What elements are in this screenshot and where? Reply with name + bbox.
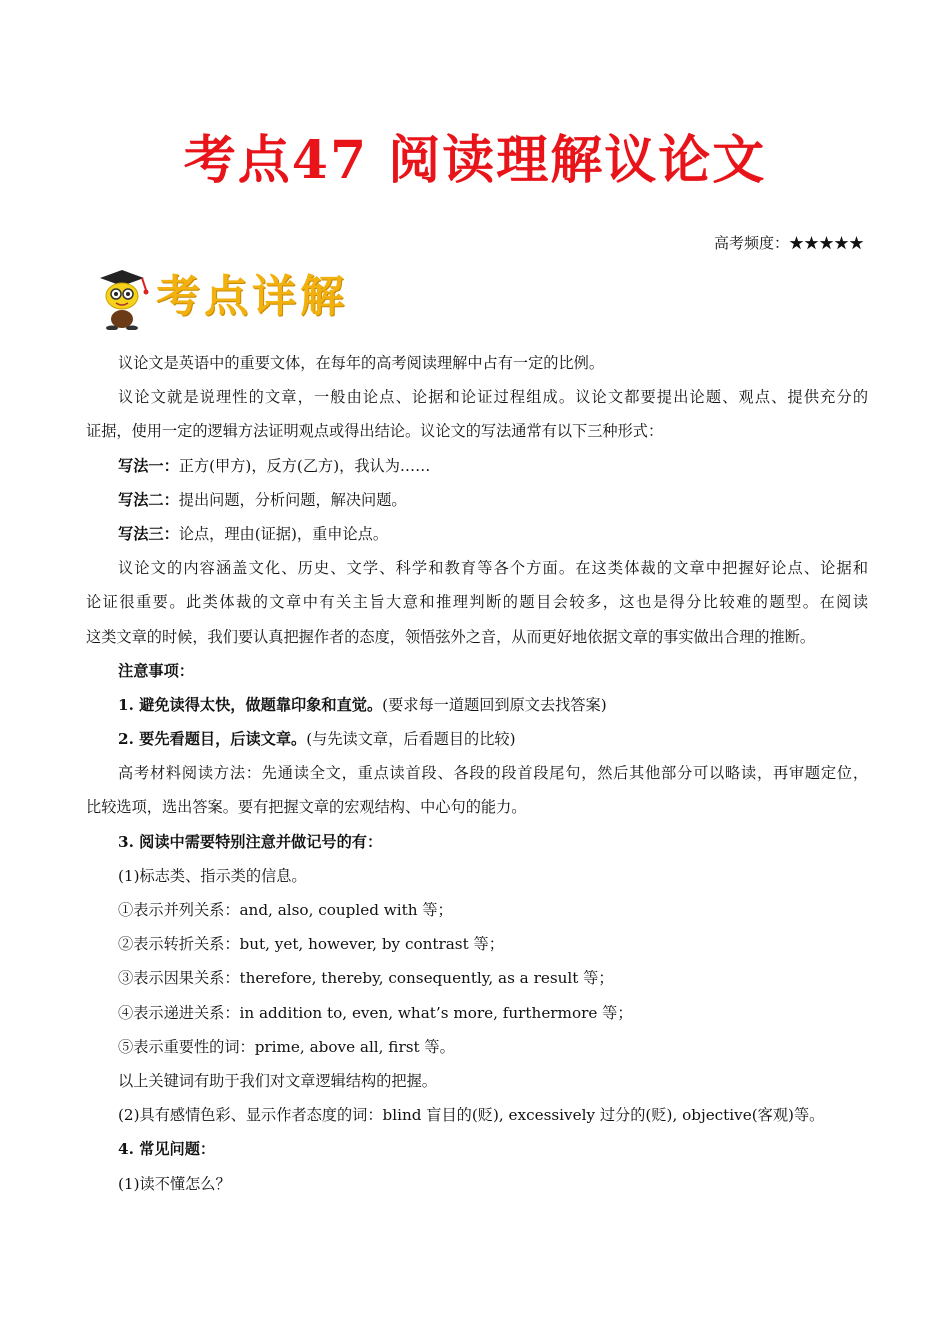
- list-item: ④表示递进关系：in addition to, even, what’s more, furthermore 等；: [118, 1003, 633, 1022]
- paragraph: 论证很重要。此类体裁的文章中有关主旨大意和推理判断的题目会较多，这也是得分比较难的题型。在阅读: [86, 593, 868, 612]
- tip-text: (与先读文章，后看题目的比较): [306, 730, 516, 749]
- graduate-mascot-icon: [92, 266, 152, 330]
- banner-title: 考点详解: [156, 271, 348, 322]
- list-item: (2)具有感情色彩、显示作者态度的词：blind 盲目的(贬), excessively 过分的(贬), objective(客观)等。: [118, 1106, 825, 1125]
- paragraph: 以上关键词有助于我们对文章逻辑结构的把握。: [118, 1071, 437, 1090]
- method-label: 写法二：: [118, 490, 179, 509]
- method-text: 正方(甲方)，反方(乙方)，我认为……: [178, 456, 431, 475]
- method-item: [86, 449, 868, 483]
- list-item: (1)标志类、指示类的信息。: [118, 866, 307, 885]
- list-item: ②表示转折关系：but, yet, however, by contrast 等；: [118, 935, 504, 954]
- list-item: (1)读不懂怎么？: [118, 1174, 231, 1193]
- paragraph: 高考材料阅读方法：先通读全文，重点读首段、各段的段首段尾句，然后其他部分可以略读，再审题定位，: [118, 764, 868, 783]
- tip-item: [86, 688, 868, 722]
- frequency-stars: ★★★★★: [788, 234, 864, 252]
- method-label: 写法一：: [118, 456, 179, 475]
- paragraph: 比较选项，选出答案。要有把握文章的宏观结构、中心句的能力。: [86, 798, 527, 817]
- method-text: 论点，理由(证据)，重申论点。: [178, 524, 389, 543]
- tip-label: 1. 避免读得太快，做题靠印象和直觉。: [118, 695, 383, 714]
- paragraph: 议论文的内容涵盖文化、历史、文学、科学和教育等各个方面。在这类体裁的文章中把握好论点、论据和: [118, 559, 868, 578]
- paragraph: 这类文章的时候，我们要认真把握作者的态度，领悟弦外之音，从而更好地依据文章的事实做出合理的推断。: [86, 627, 815, 646]
- article-body: [86, 346, 868, 1201]
- paragraph: 议论文就是说理性的文章，一般由论点、论据和论证过程组成。议论文都要提出论题、观点、提供充分的: [118, 388, 868, 407]
- frequency-label: 高考频度：: [713, 234, 789, 252]
- tip-label: 2. 要先看题目，后读文章。: [118, 730, 307, 749]
- tip-item: [86, 722, 868, 756]
- page-title: 考点47 阅读理解议论文: [183, 130, 767, 191]
- list-item: ⑤表示重要性的词：prime, above all, first 等。: [118, 1037, 455, 1056]
- section-heading: 4. 常见问题：: [118, 1140, 216, 1159]
- method-label: 写法三：: [118, 524, 179, 543]
- paragraph: 证据，使用一定的逻辑方法证明观点或得出结论。议论文的写法通常有以下三种形式：: [86, 422, 664, 441]
- exam-frequency: [714, 232, 864, 254]
- paragraph: 议论文是英语中的重要文体，在每年的高考阅读理解中占有一定的比例。: [118, 354, 604, 372]
- section-heading: 注意事项：: [118, 661, 194, 680]
- method-item: [86, 483, 868, 517]
- method-item: [86, 517, 868, 551]
- list-item: ①表示并列关系：and, also, coupled with 等；: [118, 901, 453, 919]
- list-item: ③表示因果关系：therefore, thereby, consequently, as a result 等；: [118, 969, 614, 988]
- method-text: 提出问题，分析问题，解决问题。: [178, 490, 407, 509]
- section-heading: 3. 阅读中需要特别注意并做记号的有：: [118, 832, 383, 851]
- tip-text: (要求每一道题回到原文去找答案): [382, 695, 607, 714]
